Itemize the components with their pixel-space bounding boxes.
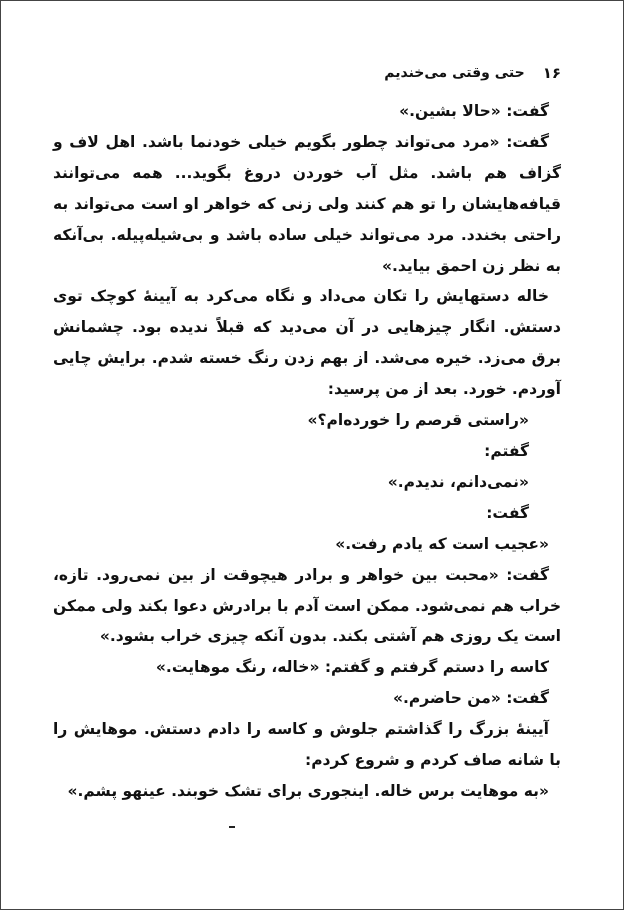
paragraph: «عجیب است که یادم رفت.» [335, 534, 549, 553]
paragraph: گفتم: [484, 441, 529, 460]
paragraph: «راستی قرصم را خورده‌ام؟» [307, 411, 529, 430]
paragraph: کاسه را دستم گرفتم و گفتم: «خاله، رنگ موهایت.» [155, 658, 549, 677]
body-text [53, 96, 561, 807]
paragraph: «نمی‌دانم، ندیدم.» [387, 472, 529, 491]
paragraph: گفت: «مرد می‌تواند چطور بگویم خیلی خودنما باشد. اهل لاف و گزاف هم باشد. مثل آب خوردن دروغ بگوید... همه می‌توانند قیافه‌هایشان را تو هم کنند ولی زنی که خواهر او است می‌تواند به راحتی بخندد. مرد می‌تواند خیلی ساده باشد و بی‌شیله‌پیله. بی‌آنکه به نظر زن احمق بیاید.» [53, 132, 561, 275]
paragraph: گفت: «حالا بشین.» [399, 102, 549, 120]
paragraph: آیینهٔ بزرگ را گذاشتم جلوش و کاسه را دادم دستش. موهایش را با شانه صاف کردم و شروع کردم: [53, 720, 561, 770]
paragraph: خاله دستهایش را تکان می‌داد و نگاه می‌کرد به آیینهٔ کوچک توی دستش. انگار چیزهایی در آن می‌دید که قبلاً ندیده بود. چشمانش برق می‌زد. خیره می‌شد. از بهم زدن رنگ خسته شدم. برایش چایی آوردم. خورد. بعد از من پرسید: [53, 287, 561, 399]
running-header [63, 61, 561, 85]
paragraph: گفت: «من حاضرم.» [393, 689, 549, 708]
paragraph: گفت: [486, 503, 529, 522]
paragraph: گفت: «محبت بین خواهر و برادر هیچوقت از بین نمی‌رود. تازه، خراب هم نمی‌شود. ممکن است آدم با برادرش دعوا بکند ولی ممکن است یک روزی هم آشتی بکند. بدون آنکه چیزی خراب بشود.» [53, 565, 561, 646]
stray-mark [229, 826, 235, 828]
page-number: ۱۶ [542, 64, 561, 82]
running-title: حتی وقتی می‌خندیم [384, 65, 525, 81]
paragraph: «به موهایت برس خاله. اینجوری برای تشک خوبند. عینهو پشم.» [67, 781, 549, 800]
